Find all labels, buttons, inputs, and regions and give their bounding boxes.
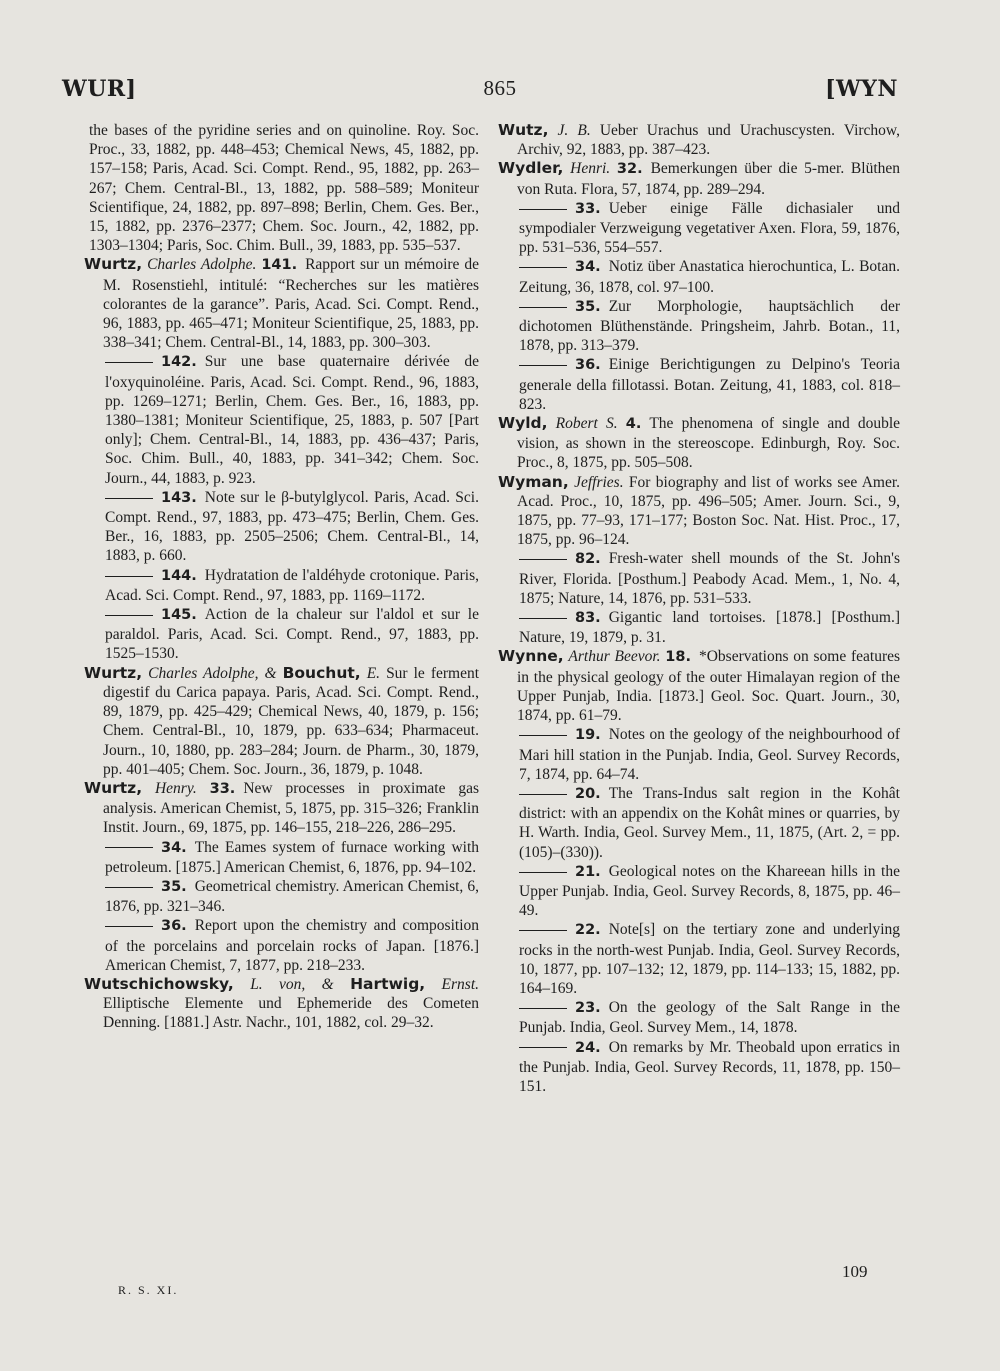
coauthor-given-name: E. [366, 664, 381, 682]
entry-text: *Observations on some features in the physical geology of the outer Himalayan region of the Upper Punjab, India. [1873.] Geol. Soc. Quart. Journ., 30, 1874, pp. 61–79. [517, 648, 901, 725]
author-surname: Wutschichowsky, [84, 974, 234, 993]
entry-text: Report upon the chemistry and composition of the porcelains and porcelain rocks of Japan. [1876.] American Chemist, 7, 1877, pp. 218–233. [105, 917, 479, 974]
bibliography-entry [84, 352, 479, 487]
author-given-name: Henri. [570, 160, 611, 178]
coauthor-given-name: Ernst. [441, 975, 480, 993]
author-surname: Wyld, [498, 414, 548, 433]
ditto-dash [105, 615, 153, 616]
entry-text: Ueber Urachus und Urachuscysten. Virchow, Archiv, 92, 1883, pp. 387–423. [517, 122, 900, 159]
sheet-number: 109 [842, 1262, 868, 1281]
bibliography-entry [84, 975, 479, 1033]
entry-text: New processes in proximate gas analysis. American Chemist, 5, 1875, pp. 315–326; Franklin Instit. Journ., 69, 1875, pp. 146–155, 218–226, 286–295. [103, 779, 480, 837]
entry-text: Einige Berichtigungen zu Delpino's Teoria generale della fillotassi. Botan. Zeitung, 41, 1883, col. 818–823. [519, 356, 900, 413]
ditto-dash [519, 1008, 567, 1009]
bibliography-entry [498, 473, 900, 550]
bibliography-entry [84, 566, 479, 605]
entry-number: 4. [625, 416, 642, 433]
entry-text: Note sur le β-butylglycol. Paris, Acad. Sci. Compt. Rend., 97, 1883, pp. 473–475; Berlin, Chem. Ges. Ber., 16, 1883, pp. 2505–2506; Chem. Central-Bl., 14, 1883, p. 660. [105, 488, 479, 565]
bibliography-entry [498, 297, 900, 356]
author-surname: Wurtz, [84, 255, 143, 274]
ditto-dash [105, 362, 153, 363]
author-given-name: Henry. [154, 779, 197, 797]
author-surname: Wurtz, [84, 663, 143, 682]
author-surname: Wutz, [498, 121, 549, 139]
author-surname: Wyman, [498, 472, 569, 491]
author-given-name: J. B. [557, 122, 591, 139]
entry-number: 35. [575, 298, 601, 315]
ditto-dash [519, 559, 567, 560]
ditto-dash [105, 576, 153, 577]
entry-text: The Trans-Indus salt region in the Kohât district: with an appendix on the Kohât mines or quarries, by H. Warth. India, Geol. Survey Mem., 11, 1875, (Art. 2, = pp. (105)–(330)). [519, 784, 900, 861]
bibliography-entry [498, 784, 900, 862]
entry-number: 20. [575, 785, 601, 802]
bibliography-entry [84, 255, 479, 352]
coauthor-surname: Hartwig, [350, 974, 426, 993]
entry-number: 19. [575, 727, 601, 744]
entry-text: Bemerkungen über die 5-mer. Blüthen von Ruta. Flora, 57, 1874, pp. 289–294. [517, 160, 901, 198]
ditto-dash [105, 847, 153, 848]
entry-number: 21. [575, 863, 601, 880]
header-left-guide: WUR] [62, 76, 137, 102]
entry-number: 144. [161, 567, 197, 584]
ditto-dash [519, 735, 567, 736]
entry-text: the bases of the pyridine series and on quinoline. Roy. Soc. Proc., 33, 1882, pp. 448–453; Chemical News, 45, 1882, pp. 157–158; Paris, Acad. Sci. Compt. Rend., 95, 1882, pp. 263–267; Chem. Central-Bl., 13, 1882, pp. 588–589; Moniteur Scientifique, 24, 1882, pp. 897–898; Berlin, Chem. Ges. Ber., 15, 1882, pp. 2376–2377; Chem. Soc. Journ., 42, 1882, pp. 1303–1304; Paris, Soc. Chim. Bull., 39, 1883, pp. 535–537. [89, 122, 479, 255]
entry-number: 18. [665, 649, 691, 666]
entry-number: 33. [575, 200, 601, 217]
left-column [84, 121, 479, 1033]
bibliography-entry [84, 605, 479, 664]
entry-number: 83. [575, 610, 601, 627]
entry-text: Gigantic land tortoises. [1878.] [Posthum.] Nature, 19, 1879, p. 31. [519, 609, 900, 647]
bibliography-entry [498, 647, 900, 725]
author-given-name: Arthur Beevor. [568, 648, 661, 666]
entry-number: 22. [575, 922, 601, 939]
bibliography-entry [84, 916, 479, 975]
entry-text: On the geology of the Salt Range in the Punjab. India, Geol. Survey Mem., 14, 1878. [519, 999, 900, 1037]
entry-number: 143. [161, 489, 197, 506]
entry-text: On remarks by Mr. Theobald upon erratics in the Punjab. India, Geol. Survey Records, 11, 1878, pp. 150–151. [519, 1038, 900, 1095]
ditto-dash [105, 498, 153, 499]
entry-number: 24. [575, 1039, 601, 1056]
ditto-dash [519, 1047, 567, 1048]
author-given-name: L. von, & [250, 975, 351, 993]
bibliography-entry [84, 877, 479, 916]
bibliography-entry [84, 779, 479, 838]
author-given-name: Robert S. [555, 415, 618, 433]
entry-number: 34. [161, 839, 187, 856]
ditto-dash [519, 794, 567, 795]
author-given-name: Charles Adolphe, & [148, 664, 283, 682]
header-page-number: 865 [483, 76, 517, 100]
entry-text: Sur une base quaternaire dérivée de l'oxyquinoléine. Paris, Acad. Sci. Compt. Rend., 96, 1883, pp. 1269–1271; Berlin, Chem. Ges. Ber., 16, 1883, pp. 1380–1381; Moniteur Scientifique, 25, 1883, p. 507 [Part only]; Chem. Central-Bl., 14, 1883, pp. 436–437; Paris, Soc. Chim. Bull., 40, 1883, pp. 341–342; Chem. Soc. Journ., 44, 1883, p. 923. [105, 353, 479, 487]
entry-text: Note[s] on the tertiary zone and underlying rocks in the north-west Punjab. India, Geol. Survey Records, 10, 1877, pp. 107–132; 12, 1879, pp. 114–133; 15, 1882, pp. 164–169. [519, 921, 900, 997]
bibliography-entry [498, 998, 900, 1037]
entry-text: Fresh-water shell mounds of the St. John's River, Florida. [Posthum.] Peabody Acad. Mem., 1, No. 4, 1875; Nature, 14, 1876, pp. 531–533. [519, 550, 900, 607]
signature-mark: R. S. XI. [118, 1283, 179, 1297]
right-column [498, 121, 900, 1096]
entry-text: Notes on the geology of the neighbourhood of Mari hill station in the Punjab. India, Geol. Survey Records, 7, 1874, pp. 64–74. [519, 726, 900, 783]
bibliography-entry [498, 1038, 900, 1097]
entry-text: Geological notes on the Khareean hills in the Upper Punjab. India, Geol. Survey Records, 8, 1875, pp. 46–49. [519, 862, 900, 920]
entry-number: 36. [161, 918, 187, 935]
bibliography-entry [498, 549, 900, 608]
bibliography-entry [498, 121, 900, 159]
entry-text: Ueber einige Fälle dichasialer und sympodialer Verzweigung vegetativer Axen. Flora, 59, 1876, pp. 531–536, 554–557. [519, 199, 900, 257]
entry-text: Elliptische Elemente und Ephemeride des Cometen Denning. [1881.] Astr. Nachr., 101, 1882, col. 29–32. [103, 995, 479, 1032]
entry-number: 23. [575, 1000, 601, 1017]
entry-text: The Eames system of furnace working with petroleum. [1875.] American Chemist, 6, 1876, pp. 94–102. [105, 838, 479, 876]
ditto-dash [105, 887, 153, 888]
bibliography-entry [498, 199, 900, 258]
bibliography-entry [498, 355, 900, 414]
bibliography-entry [498, 257, 900, 296]
author-given-name: Jeffries. [574, 473, 624, 491]
bibliography-entry [84, 838, 479, 877]
entry-text: The phenomena of single and double vision, as shown in the stereoscope. Edinburgh, Roy. Soc. Proc., 8, 1875, pp. 505–508. [517, 415, 901, 472]
bibliography-entry [498, 414, 900, 473]
bibliography-entry [498, 862, 900, 921]
entry-number: 82. [575, 551, 601, 568]
entry-text: Action de la chaleur sur l'aldol et sur le paraldol. Paris, Acad. Sci. Compt. Rend., 97, 1883, pp. 1525–1530. [105, 606, 479, 663]
ditto-dash [105, 926, 153, 927]
entry-text: For biography and list of works see Amer. Acad. Proc., 10, 1875, pp. 496–505; Amer. Journ. Sci., 9, 1875, pp. 77–93, 171–177; Boston Soc. Nat. Hist. Proc., 17, 1875, pp. 96–124. [517, 473, 901, 549]
ditto-dash [519, 267, 567, 268]
entry-text: Notiz über Anastatica hierochuntica, L. Botan. Zeitung, 36, 1878, col. 97–100. [519, 258, 900, 296]
entry-text: Zur Morphologie, hauptsächlich der dichotomen Blüthenstände. Pringsheim, Jahrb. Botan., 11, 1878, pp. 313–379. [519, 297, 900, 355]
header-right-guide: [WYN [825, 76, 898, 102]
bibliography-entry [498, 159, 900, 198]
bibliography-entry [498, 608, 900, 647]
entry-number: 142. [161, 354, 197, 371]
entry-number: 34. [575, 259, 601, 276]
entry-text: Geometrical chemistry. American Chemist, 6, 1876, pp. 321–346. [105, 877, 479, 916]
author-surname: Wydler, [498, 159, 564, 178]
entry-text: Rapport sur un mémoire de M. Rosenstiehl, intitulé: “Recherches sur les matières colorantes de la garance”. Paris, Acad. Sci. Compt. Rend., 96, 1883, pp. 465–471; Moniteur Scientifique, 25, 1883, pp. 338–341; Chem. Central-Bl., 14, 1883, pp. 300–303. [103, 256, 479, 352]
entry-number: 145. [161, 607, 197, 624]
entry-number: 141. [261, 257, 298, 274]
entry-number: 32. [616, 161, 643, 178]
ditto-dash [519, 307, 567, 308]
ditto-dash [519, 930, 567, 931]
entry-text: Hydratation de l'aldéhyde crotonique. Paris, Acad. Sci. Compt. Rend., 97, 1883, pp. 1169–1172. [105, 566, 479, 604]
author-surname: Wynne, [498, 647, 564, 666]
author-surname: Wurtz, [84, 778, 143, 797]
bibliography-entry [84, 664, 479, 779]
ditto-dash [519, 872, 567, 873]
ditto-dash [519, 618, 567, 619]
coauthor-surname: Bouchut, [282, 663, 361, 682]
bibliography-entry [84, 121, 479, 255]
entry-number: 35. [161, 878, 187, 895]
entry-number: 36. [575, 357, 601, 374]
bibliography-entry [84, 488, 479, 566]
ditto-dash [519, 365, 567, 366]
ditto-dash [519, 209, 567, 210]
author-given-name: Charles Adolphe. [147, 256, 257, 274]
entry-text: Sur le ferment digestif du Carica papaya. Paris, Acad. Sci. Compt. Rend., 89, 1879, pp. 425–429; Chemical News, 40, 1879, p. 156; Chem. Central-Bl., 10, 1879, pp. 633–634; Pharmaceut. Journ., 10, 1880, pp. 283–284; Journ. de Pharm., 30, 1879, pp. 401–405; Chem. Soc. Journ., 36, 1879, p. 1048. [103, 664, 480, 778]
bibliography-entry [498, 920, 900, 998]
bibliography-entry [498, 725, 900, 784]
entry-number: 33. [209, 780, 236, 797]
